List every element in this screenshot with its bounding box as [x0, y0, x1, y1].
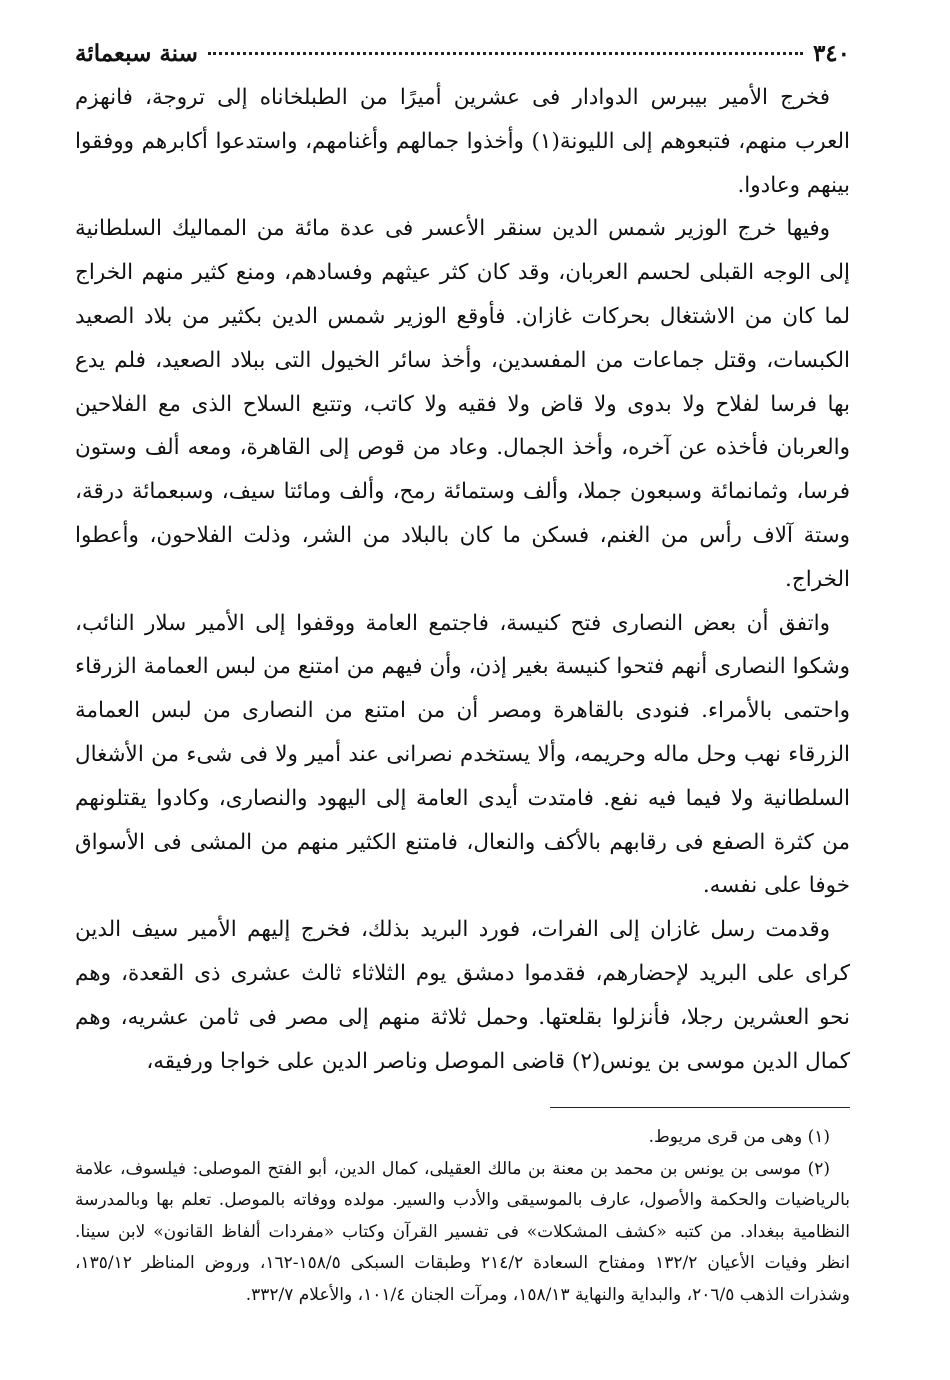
- page-header: [75, 38, 850, 70]
- footnote-2: (٢) موسى بن يونس بن محمد بن معنة بن مالك العقيلى، كمال الدين، أبو الفتح الموصلى: فيلسوف، علامة بالرياضيات والحكمة والأصول، عارف بالموسيقى والأدب والسير. مولده ووفاته بالموصل. تعلم بها وبالمدرسة النظامية ببغداد. من كتبه «كشف المشكلات» فى تفسير القرآن وكتاب «مفردات ألفاظ القانون» لابن سينا. انظر وفيات الأعيان ١٣٢/٢ ومفتاح السعادة ٢١٤/٢ وطبقات السبكى ١٥٨/٥-١٦٢، وروض المناظر ١٣٥/١٢، وشذرات الذهب ٢٠٦/٥، والبداية والنهاية ١٥٨/١٣، ومرآت الجنان ١٠١/٤، والأعلام ٣٣٢/٧.: [75, 1158, 850, 1305]
- footnotes: [75, 1122, 850, 1311]
- paragraph-2: وفيها خرج الوزير شمس الدين سنقر الأعسر فى عدة مائة من المماليك السلطانية إلى الوجه القبلى لحسم العربان، وقد كان كثر عيثهم وفسادهم، ومنع كثير منهم الخراج لما كان من الاشتغال بحركات غازان. فأوقع الوزير شمس الدين بكثير من بلاد الصعيد الكبسات، وقتل جماعات من المفسدين، وأخذ سائر الخيول التى ببلاد الصعيد، فلم يدع بها فرسا لفلاح ولا بدوى ولا قاض ولا فقيه ولا كاتب، وتتبع السلاح الذى مع الفلاحين والعربان فأخذه عن آخره، وأخذ الجمال. وعاد من قوص إلى القاهرة، ومعه ألف وستون فرسا، وثمانمائة وسبعون جملا، وألف وستمائة رمح، وألف ومائتا سيف، وسبعمائة درقة، وستة آلاف رأس من الغنم، فسكن ما كان بالبلاد من الشر، وذلت الفلاحون، وأعطوا الخراج.: [75, 216, 850, 592]
- page-number: ٣٤٠: [812, 40, 850, 67]
- main-text: [75, 76, 850, 1083]
- paragraph-3: واتفق أن بعض النصارى فتح كنيسة، فاجتمع العامة ووقفوا إلى الأمير سلار النائب، وشكوا النصارى أنهم فتحوا كنيسة بغير إذن، وأن فيهم من امتنع من لبس العمامة الزرقاء واحتمى بالأمراء. فنودى بالقاهرة ومصر أن من امتنع من النصارى من لبس العمامة الزرقاء نهب وحل ماله وحريمه، وألا يستخدم نصرانى عند أمير ولا فى شىء من الأشغال السلطانية ولا فيما فيه نفع. فامتدت أيدى العامة إلى اليهود والنصارى، وكادوا يقتلونهم من كثرة الصفع فى رقابهم بالأكف والنعال، فامتنع الكثير منهم من المشى فى الأسواق خوفا على نفسه.: [75, 610, 850, 899]
- footnote-divider: [550, 1107, 850, 1108]
- paragraph-1: فخرج الأمير بيبرس الدوادار فى عشرين أميرًا من الطبلخاناه إلى تروجة، فانهزم العرب منهم، فتبعوهم إلى الليونة(١) وأخذوا جمالهم وأغنامهم، واستدعوا أكابرهم ووفقوا بينهم وعادوا.: [75, 85, 850, 198]
- dotted-leader: [208, 52, 803, 55]
- running-title: سنة سبعمائة: [75, 40, 198, 67]
- paragraph-4: وقدمت رسل غازان إلى الفرات، فورد البريد بذلك، فخرج إليهم الأمير سيف الدين كراى على البريد لإحضارهم، فقدموا دمشق يوم الثلاثاء ثالث عشرى ذى القعدة، وهم نحو العشرين رجلا، فأنزلوا بقلعتها. وحمل ثلاثة منهم إلى مصر فى ثامن عشريه، وهم كمال الدين موسى بن يونس(٢) قاضى الموصل وناصر الدين على خواجا ورفيقه،: [75, 917, 850, 1074]
- footnote-1: (١) وهى من قرى مريوط.: [648, 1127, 830, 1148]
